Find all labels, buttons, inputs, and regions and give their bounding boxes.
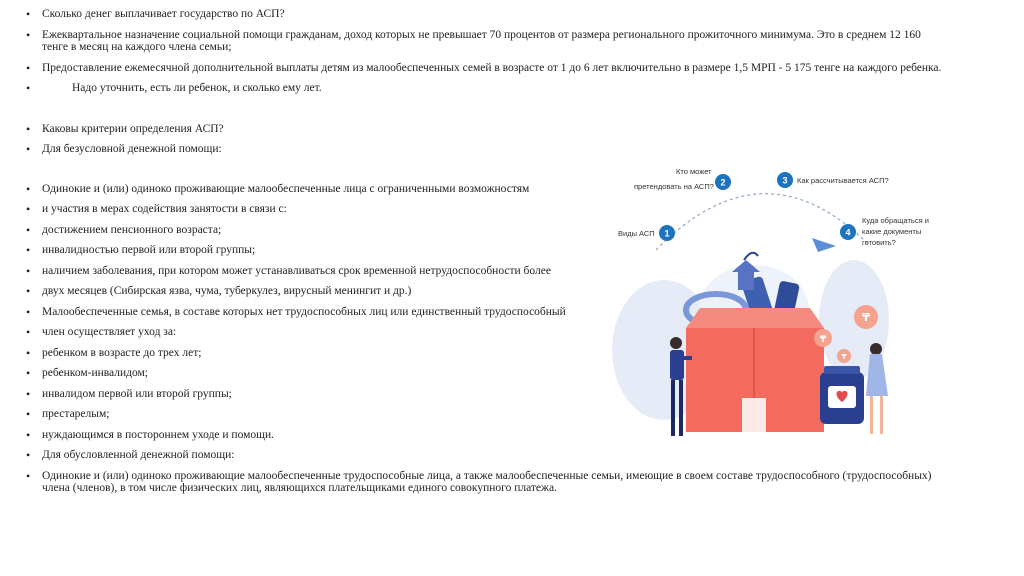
step-4-number: 4 [845,227,851,238]
step-2 [634,167,731,191]
step-4 [840,216,929,247]
bullet-monthly-child-payment: • Предоставление ежемесячной дополнительной выплаты детям из малообеспеченных семей в возрасте от 1 до 6 лет включительно в размере 1,5 МРП - 5 175 тенге на каждого ребенка. [24,62,944,75]
bullet-conditional-eligible: • Одинокие и (или) одиноко проживающие малообеспеченные трудоспособные лица, а также малообеспеченные семьи, имеющие в своем составе трудоспособного (трудоспособных) члена (членов), в том числе физических лиц, являющихся плательщиками единого совокупного платежа. [24,470,944,495]
bullet-disability: • инвалидностью первой или второй группы; [24,244,622,257]
bullet-pension-age: • достижением пенсионного возраста; [24,224,622,237]
bullet-disease: • наличием заболевания, при котором может устанавливаться срок временной нетрудоспособности более [24,265,622,278]
bullet-needs-care: • нуждающимся в постороннем уходе и помощи. [24,429,622,442]
step-1-number: 1 [664,228,670,239]
bullet-elderly: • престарелым; [24,408,622,421]
bullet-caregiver: • член осуществляет уход за: [24,326,622,339]
bullet-unconditional-heading: • Для безусловной денежной помощи: [24,143,944,156]
step-3-label: Как рассчитывается АСП? [797,176,889,185]
gift-box [686,308,824,432]
bullet-child-under-three: • ребенком в возрасте до трех лет; [24,347,622,360]
coin-large-symbol: ₸ [862,312,870,324]
bullet-low-income-family: • Малообеспеченные семья, в составе которых нет трудоспособных лиц или единственный трудоспособный [24,306,662,319]
bullet-clarify-child: • Надо уточнить, есть ли ребенок, и сколько ему лет. [24,82,944,95]
step-3 [777,172,889,188]
step-2-label-line1: Кто может [676,167,712,176]
bullet-disabled-person: • инвалидом первой или второй группы; [24,388,622,401]
bullet-quarterly-payment: • Ежеквартальное назначение социальной помощи гражданам, доход которых не превышает 70 процентов от размера регионального прожиточного минимума. Это в среднем 12 160 тенге в месяц на каждого члена семьи; [24,29,944,54]
bullet-conditional-heading: • Для обусловленной денежной помощи: [24,449,622,462]
coin-medium-symbol: ₸ [819,334,827,344]
paper-plane-icon [812,238,836,252]
coin-small-symbol: ₸ [841,354,847,361]
step-2-label-line2: претендовать на АСП? [634,182,714,191]
bullet-employment-measures: • и участия в мерах содействия занятости в связи с: [24,203,622,216]
hanger-icon [744,253,758,260]
step-1-label: Виды АСП [618,229,655,238]
step-4-label-line2: какие документы [862,227,922,236]
bullet-lonely-persons: • Одинокие и (или) одиноко проживающие малообеспеченные лица с ограниченными возможностям [24,183,622,196]
step-2-number: 2 [720,177,726,188]
bullet-disabled-child: • ребенком-инвалидом; [24,367,622,380]
bullet-question-amount: • Сколько денег выплачивает государство по АСП? [24,8,944,21]
bullet-criteria-question: • Каковы критерии определения АСП? [24,123,944,136]
asp-illustration [604,160,934,445]
steps-arc [656,194,869,250]
step-3-number: 3 [782,175,788,186]
bullet-two-months: • двух месяцев (Сибирская язва, чума, туберкулез, вирусный менингит и др.) [24,285,622,298]
step-4-label-line3: готовить? [862,238,896,247]
coin-jar [820,366,864,424]
step-4-label-line1: Куда обращаться и [862,216,929,225]
step-1 [618,225,675,241]
